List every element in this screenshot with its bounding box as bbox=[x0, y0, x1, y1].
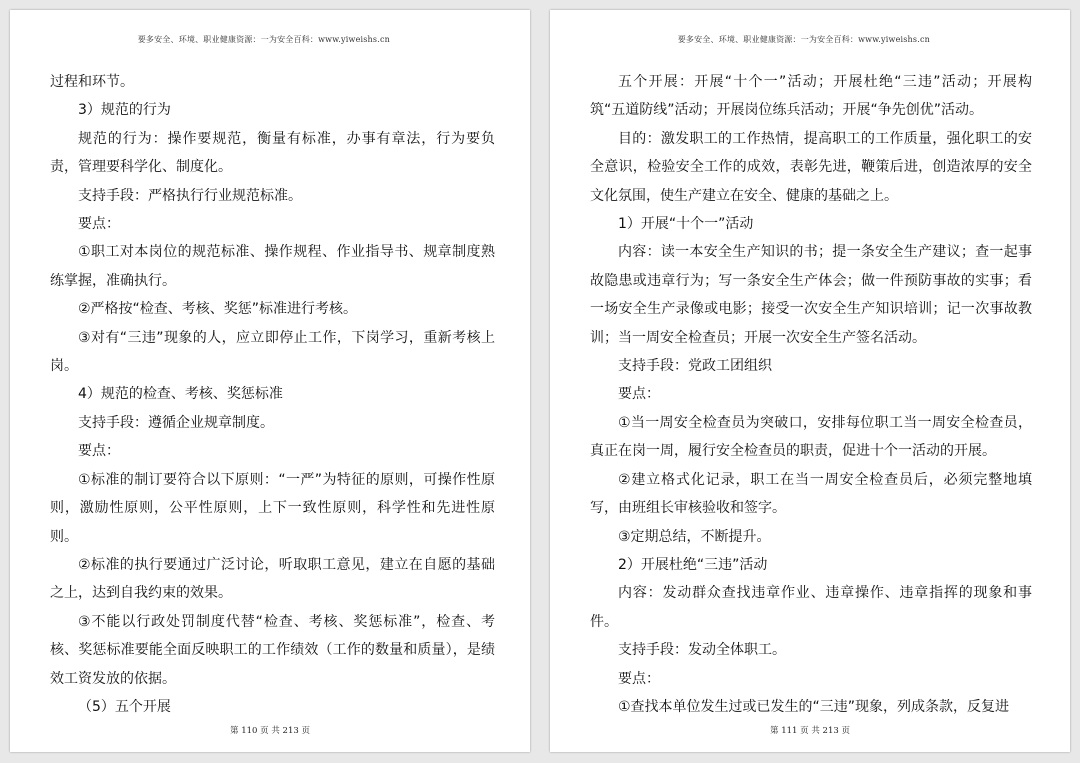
paragraph: ③定期总结，不断提升。 bbox=[618, 528, 771, 545]
paragraph: 要点： bbox=[78, 216, 120, 233]
paragraph: 支持手段：严格执行行业规范标准。 bbox=[78, 187, 302, 204]
document-page-left bbox=[10, 10, 530, 752]
paragraph: 内容：读一本安全生产知识的书；提一条安全生产建议；查一起事故隐患或违章行为；写一条安全生产体会；做一件预防事故的实事；看一场安全生产录像或电影；接受一次安全生产知识培训；记一次事故教训；当一周安全检查员；开展一次安全生产签名活动。 bbox=[590, 244, 1032, 346]
page-footer: 第 111 页 共 213 页 bbox=[770, 726, 850, 736]
paragraph: 目的：激发职工的工作热情，提高职工的工作质量，强化职工的安全意识，检验安全工作的成效，表彰先进，鞭策后进，创造浓厚的安全文化氛围，使生产建立在安全、健康的基础之上。 bbox=[590, 130, 1032, 204]
paragraph: ①职工对本岗位的规范标准、操作规程、作业指导书、规章制度熟练掌握，准确执行。 bbox=[50, 244, 495, 289]
paragraph: ①查找本单位发生过或已发生的“三违”现象，列成条款，反复进 bbox=[618, 698, 1010, 715]
paragraph: 4）规范的检查、考核、奖惩标准 bbox=[78, 386, 283, 403]
paragraph: 支持手段：发动全体职工。 bbox=[618, 642, 786, 659]
paragraph: 1）开展“十个一”活动 bbox=[618, 216, 754, 233]
paragraph: 2）开展杜绝“三违”活动 bbox=[618, 556, 768, 573]
paragraph: 要点： bbox=[618, 670, 660, 687]
paragraph: ②严格按“检查、考核、奖惩”标准进行考核。 bbox=[78, 301, 358, 318]
document-page-right bbox=[550, 10, 1070, 752]
page-header: 要多安全、环境、职业健康资源：一为安全百科：www.yiweishs.cn bbox=[137, 35, 390, 44]
paragraph: 3）规范的行为 bbox=[78, 102, 171, 119]
paragraph: ②建立格式化记录，职工在当一周安全检查员后，必须完整地填写，由班组长审核验收和签字。 bbox=[590, 471, 1032, 517]
paragraph: ①当一周安全检查员为突破口，安排每位职工当一周安全检查员，真正在岗一周，履行安全检查员的职责，促进十个一活动的开展。 bbox=[590, 414, 1032, 460]
paragraph: ③不能以行政处罚制度代替“检查、考核、奖惩标准”，检查、考核、奖惩标准要能全面反映职工的工作绩效（工作的数量和质量），是绩效工资发放的依据。 bbox=[50, 613, 495, 687]
page-header: 要多安全、环境、职业健康资源：一为安全百科：www.yiweishs.cn bbox=[677, 35, 930, 44]
paragraph: ②标准的执行要通过广泛讨论，听取职工意见，建立在自愿的基础之上，达到自我约束的效果。 bbox=[50, 556, 495, 602]
paragraph: 要点： bbox=[618, 386, 660, 403]
paragraph: 支持手段：遵循企业规章制度。 bbox=[78, 414, 274, 431]
paragraph: 支持手段：党政工团组织 bbox=[618, 358, 772, 375]
page-body bbox=[590, 68, 1032, 721]
paragraph: 过程和环节。 bbox=[50, 74, 134, 90]
paragraph: 规范的行为：操作要规范，衡量有标准，办事有章法，行为要负责，管理要科学化、制度化。 bbox=[50, 130, 495, 176]
paragraph: ③对有“三违”现象的人，应立即停止工作，下岗学习，重新考核上岗。 bbox=[50, 329, 495, 375]
paragraph: ①标准的制订要符合以下原则：“一严”为特征的原则，可操作性原则，激励性原则，公平性原则，上下一致性原则，科学性和先进性原则。 bbox=[50, 471, 495, 545]
page-footer: 第 110 页 共 213 页 bbox=[230, 726, 310, 736]
paragraph: （5）五个开展 bbox=[78, 698, 171, 715]
paragraph: 五个开展：开展“十个一”活动；开展杜绝“三违”活动；开展构筑“五道防线”活动；开展岗位练兵活动；开展“争先创优”活动。 bbox=[590, 74, 1032, 119]
paragraph: 内容：发动群众查找违章作业、违章操作、违章指挥的现象和事件。 bbox=[590, 585, 1032, 630]
paragraph: 要点： bbox=[78, 443, 120, 460]
page-body bbox=[50, 68, 495, 721]
